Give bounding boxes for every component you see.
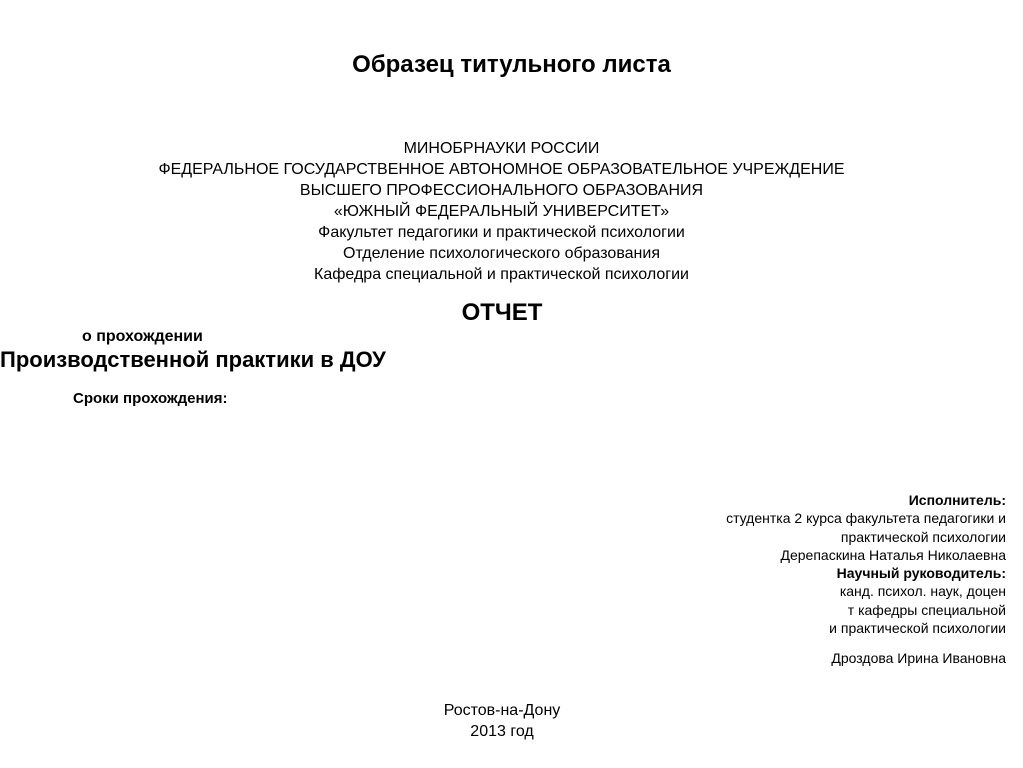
signatories-block xyxy=(646,491,1006,668)
supervisor-chair: и практической психологии xyxy=(829,620,1006,637)
university-name: «ЮЖНЫЙ ФЕДЕРАЛЬНЫЙ УНИВЕРСИТЕТ» xyxy=(333,203,670,220)
institution-type-line-2: ВЫСШЕГО ПРОФЕССИОНАЛЬНОГО ОБРАЗОВАНИЯ xyxy=(299,182,704,199)
page-title: Образец титульного листа xyxy=(352,51,671,78)
dates-label: Сроки прохождения: xyxy=(73,390,228,407)
supervisor-degree: канд. психол. наук, доцен xyxy=(839,583,1006,600)
supervisor-position: т кафедры специальной xyxy=(847,601,1006,618)
executor-course: студентка 2 курса факультета педагогики и xyxy=(726,510,1006,527)
institution-header xyxy=(0,138,1003,285)
executor-label: Исполнитель: xyxy=(908,492,1006,508)
footer xyxy=(400,700,604,742)
institution-type-line: ФЕДЕРАЛЬНОЕ ГОСУДАРСТВЕННОЕ АВТОНОМНОЕ ОБРАЗОВАТЕЛЬНОЕ УЧРЕЖДЕНИЕ xyxy=(158,161,845,178)
practice-name: Производственной практики в ДОУ xyxy=(0,347,386,372)
department-name: Отделение психологического образования xyxy=(343,245,660,262)
report-subtitle: о прохождении xyxy=(82,328,203,345)
ministry-line: МИНОБРНАУКИ РОССИИ xyxy=(403,140,600,157)
footer-year: 2013 год xyxy=(470,723,534,740)
footer-city: Ростов-на-Дону xyxy=(443,702,561,719)
supervisor-name: Дроздова Ирина Ивановна xyxy=(831,650,1006,667)
executor-name: Дерепаскина Наталья Николаевна xyxy=(780,546,1006,563)
supervisor-label: Научный руководитель: xyxy=(836,565,1006,582)
faculty-name: Факультет педагогики и практической психологии xyxy=(318,224,685,241)
report-title: ОТЧЕТ xyxy=(461,299,543,326)
chair-name: Кафедра специальной и практической психологии xyxy=(314,266,689,283)
executor-faculty: практической психологии xyxy=(840,528,1006,545)
